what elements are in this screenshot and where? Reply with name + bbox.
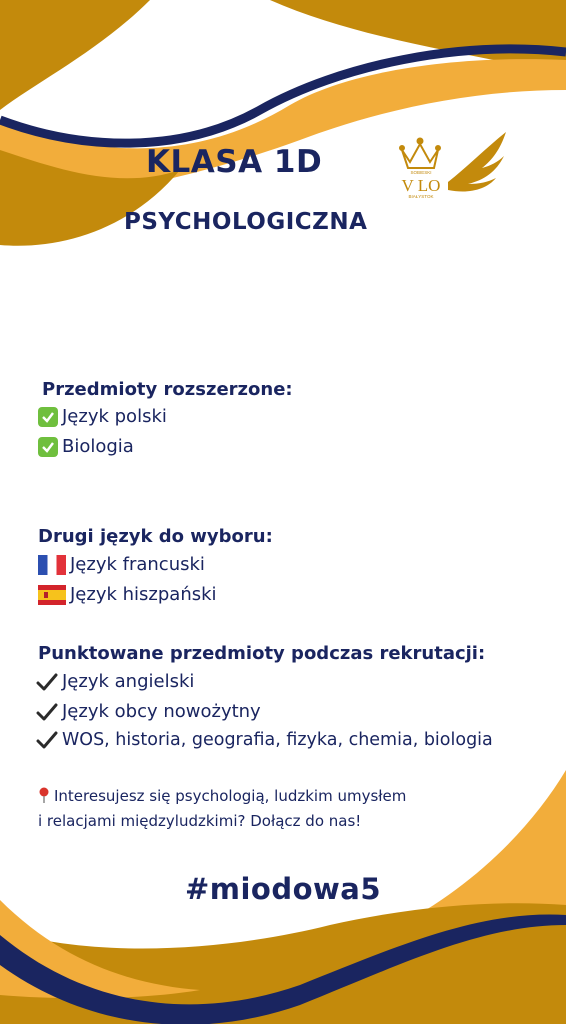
invitation-line-1: [38, 784, 508, 809]
extended-subject-label: Biologia: [62, 436, 134, 457]
logo-bottom-text: BIAŁYSTOK: [408, 194, 434, 199]
scored-subject-item: [36, 730, 493, 750]
scored-subject-label: WOS, historia, geografia, fizyka, chemia, biologia: [62, 730, 493, 750]
crown-wing-logo: [396, 128, 510, 202]
crown-icon: [400, 139, 440, 169]
check-box-icon: [38, 437, 58, 457]
language-label: Język hiszpański: [70, 584, 217, 605]
scored-subject-label: Język obcy nowożytny: [62, 701, 261, 722]
scored-subject-item: [36, 701, 261, 722]
scored-subject-label: Język angielski: [62, 671, 195, 692]
language-item: [38, 584, 217, 605]
extended-subjects-heading: Przedmioty rozszerzone:: [42, 379, 293, 400]
check-box-icon: [38, 407, 58, 427]
page-subtitle: PSYCHOLOGICZNA: [124, 209, 368, 235]
page-title: KLASA 1D: [146, 144, 323, 180]
wing-icon: [448, 132, 506, 192]
extended-subject-item: [38, 406, 167, 427]
language-item: [38, 554, 205, 575]
logo-main-text: V LO: [401, 176, 441, 195]
france-flag-icon: [38, 555, 66, 575]
check-mark-icon: [36, 672, 58, 692]
check-mark-icon: [36, 702, 58, 722]
hashtag: #miodowa5: [184, 872, 382, 906]
top-left-gold-wave: [0, 0, 150, 110]
second-language-heading: Drugi język do wyboru:: [38, 526, 273, 547]
invitation-text-1: Interesujesz się psychologią, ludzkim umysłem: [54, 787, 407, 805]
scored-subjects-heading: Punktowane przedmioty podczas rekrutacji:: [38, 643, 486, 664]
spain-flag-icon: [38, 585, 66, 605]
scored-subject-item: [36, 671, 194, 692]
invitation-note: [38, 784, 508, 834]
check-mark-icon: [36, 730, 58, 750]
pin-icon: [38, 787, 50, 803]
extended-subject-label: Język polski: [62, 406, 167, 427]
invitation-text-2: i relacjami międzyludzkimi? Dołącz do nas!: [38, 812, 362, 830]
extended-subject-item: [38, 436, 134, 457]
logo-top-text: SOBIESKI: [410, 170, 432, 175]
language-label: Język francuski: [70, 554, 205, 575]
